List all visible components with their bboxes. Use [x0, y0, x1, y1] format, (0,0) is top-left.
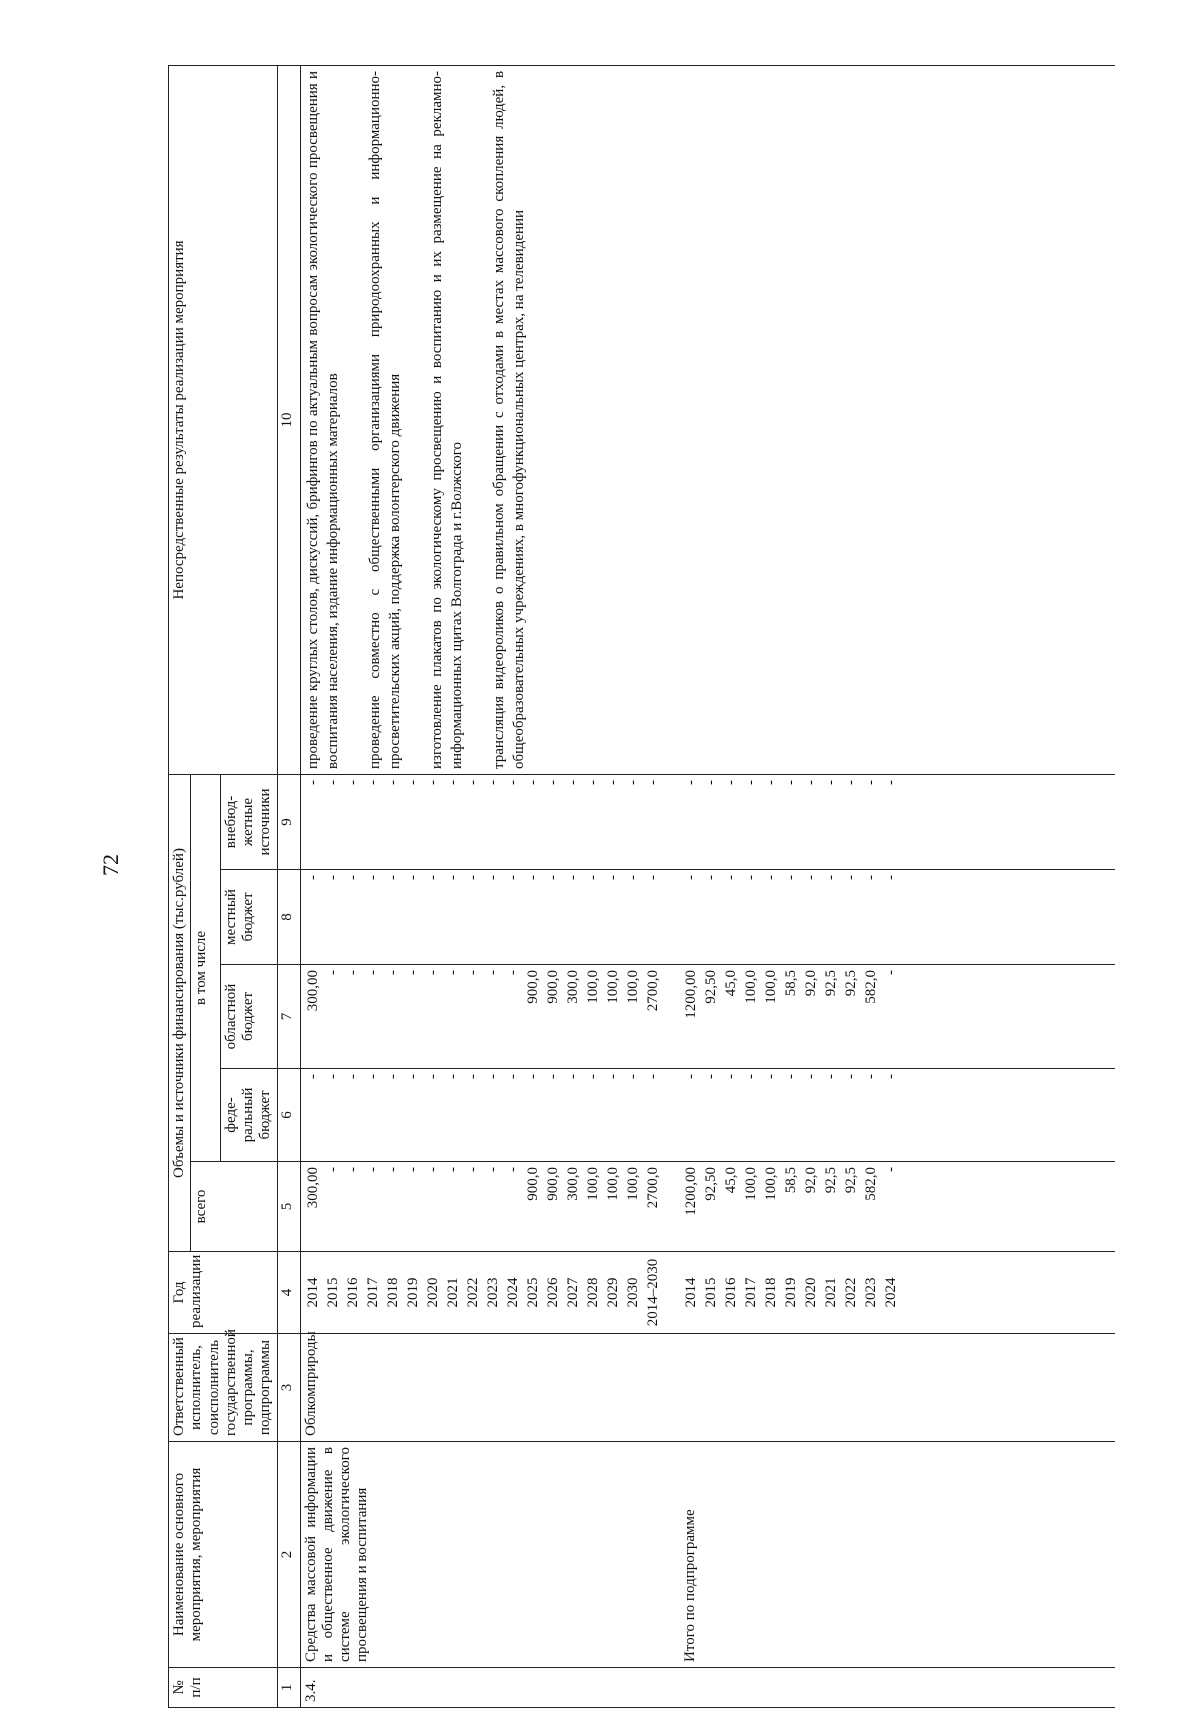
cell-value: - [802, 779, 819, 785]
result-item: проведение совместно с общественными организациями природоохранных и информационно-просветительских акций, поддержка волонтерского движения [366, 70, 403, 769]
cell-value: - [364, 1074, 381, 1079]
cell-value: 2020 [424, 1277, 441, 1308]
cell-value: - [544, 779, 561, 785]
cell-value: - [822, 779, 839, 785]
cell-value: 2026 [544, 1277, 561, 1308]
cell-value: 92,5 [842, 970, 859, 997]
cell-value: - [604, 875, 621, 880]
cell-value: - [644, 875, 661, 880]
header-col-total: всего [191, 1162, 277, 1252]
cell-value: 300,00 [304, 1167, 321, 1209]
cell-value: 900,0 [524, 1167, 541, 1201]
row-federal-cell [300, 1069, 1115, 1162]
cell-value: 2025 [524, 1277, 541, 1308]
column-number: 6 [277, 1069, 300, 1162]
cell-value: - [504, 1167, 521, 1172]
cell-value: 2015 [324, 1277, 341, 1308]
cell-value: - [524, 1074, 541, 1079]
header-funding-group: Объемы и источники финансирования (тыс.рублей) [169, 774, 191, 1251]
cell-value: - [404, 1074, 421, 1079]
cell-value: 2019 [404, 1277, 421, 1308]
total-federal-values [681, 1074, 901, 1156]
cell-value: - [384, 970, 401, 975]
executor-name: Облкомприроды [302, 1331, 319, 1436]
federal-values [303, 1074, 663, 1156]
cell-value: - [324, 1074, 341, 1079]
cell-value: - [504, 1074, 521, 1079]
cell-value: 2700,0 [644, 1167, 661, 1209]
cell-value: 582,0 [862, 970, 879, 1004]
cell-value: 2019 [782, 1277, 799, 1308]
row-regional-cell [300, 965, 1115, 1069]
cell-value: - [762, 1074, 779, 1079]
cell-value: 900,0 [524, 970, 541, 1004]
cell-value: 900,0 [544, 970, 561, 1004]
cell-value: 100,0 [604, 970, 621, 1004]
header-col-year: Год реализации [169, 1252, 278, 1334]
row-number-cell [300, 1668, 1115, 1708]
cell-value: - [444, 779, 461, 785]
cell-value: 2014 [682, 1277, 699, 1308]
cell-value: 2027 [564, 1277, 581, 1308]
result-item: трансляция видеороликов о правильном обращении с отходами в местах массового скопления людей, в общеобразовательных учреждениях, в многофункциональных центрах, на телевидении [490, 70, 527, 769]
cell-value: - [304, 875, 321, 880]
cell-value: 2024 [882, 1277, 899, 1308]
row-executor-cell [300, 1331, 1115, 1442]
cell-value: - [424, 875, 441, 880]
years-list [303, 1257, 663, 1328]
cell-value: - [822, 1074, 839, 1079]
cell-value: 2700,0 [644, 970, 661, 1012]
cell-value: - [384, 779, 401, 785]
row-total-cell [300, 1162, 1115, 1252]
cell-value: - [882, 779, 899, 785]
cell-value: 2014–2030 [644, 1258, 661, 1327]
cell-value: - [324, 970, 341, 975]
row-year-cell [300, 1252, 1115, 1334]
cell-value: - [444, 970, 461, 975]
cell-value: - [604, 1074, 621, 1079]
cell-value: - [762, 875, 779, 880]
cell-value: - [644, 1074, 661, 1079]
cell-value: - [842, 875, 859, 880]
cell-value: - [822, 875, 839, 880]
cell-value: - [862, 1074, 879, 1079]
header-col-local: местный бюджет [220, 870, 277, 965]
column-number: 1 [277, 1668, 300, 1708]
header-col-name: Наименование основного мероприятия, мероприятия [169, 1442, 278, 1668]
column-number: 10 [277, 65, 300, 774]
cell-value: 2018 [384, 1277, 401, 1308]
cell-value: 92,5 [842, 1167, 859, 1194]
cell-value: - [344, 779, 361, 785]
cell-value: 300,0 [564, 1167, 581, 1201]
cell-value: 2016 [344, 1277, 361, 1308]
cell-value: 582,0 [862, 1167, 879, 1201]
cell-value: - [564, 1074, 581, 1079]
cell-value: - [404, 875, 421, 880]
column-number: 2 [277, 1442, 300, 1668]
cell-value: - [364, 1167, 381, 1172]
cell-value: - [644, 779, 661, 785]
cell-value: - [484, 1167, 501, 1172]
cell-value: - [882, 1167, 899, 1172]
cell-value: - [324, 875, 341, 880]
header-col-federal: феде-ральный бюджет [220, 1069, 277, 1162]
cell-value: - [782, 1074, 799, 1079]
cell-value: - [564, 875, 581, 880]
column-number-row [277, 65, 300, 1707]
cell-value: - [484, 875, 501, 880]
result-item: изготовление плакатов по экологическому просвещению и воспитанию и их размещение на рекламно-информационных щитах Волгограда и г.Волжского [428, 70, 465, 769]
cell-value: 100,0 [584, 1167, 601, 1201]
cell-value: - [484, 779, 501, 785]
column-number: 9 [277, 774, 300, 869]
cell-value: - [882, 970, 899, 975]
cell-value: 2021 [822, 1277, 839, 1308]
cell-value: 2014 [304, 1277, 321, 1308]
cell-value: - [464, 1074, 481, 1079]
cell-value: - [564, 779, 581, 785]
row-extrabudget-cell [300, 774, 1115, 869]
cell-value: - [464, 1167, 481, 1172]
cell-value: - [702, 1074, 719, 1079]
column-number: 8 [277, 870, 300, 965]
row-name-cell [300, 1442, 1115, 1668]
cell-value: - [544, 875, 561, 880]
cell-value: - [504, 970, 521, 975]
header-col-number: № п/п [169, 1668, 278, 1708]
cell-value: - [484, 1074, 501, 1079]
cell-value: 45,0 [722, 1167, 739, 1194]
extrabudget-values [303, 780, 663, 864]
cell-value: - [424, 970, 441, 975]
cell-value: 2030 [624, 1277, 641, 1308]
cell-value: - [782, 779, 799, 785]
regional-values [303, 970, 663, 1063]
cell-value: - [444, 1167, 461, 1172]
cell-value: 100,0 [742, 970, 759, 1004]
cell-value: - [344, 875, 361, 880]
cell-value: 100,0 [624, 1167, 641, 1201]
cell-value: - [882, 1074, 899, 1079]
cell-value: - [624, 779, 641, 785]
cell-value: 2016 [722, 1277, 739, 1308]
cell-value: - [722, 1074, 739, 1079]
cell-value: 2023 [484, 1277, 501, 1308]
cell-value: 900,0 [544, 1167, 561, 1201]
cell-value: - [384, 875, 401, 880]
cell-value: 92,50 [702, 1167, 719, 1201]
cell-value: 100,0 [624, 970, 641, 1004]
cell-value: 2022 [464, 1277, 481, 1308]
cell-value: - [444, 1074, 461, 1079]
cell-value: - [504, 779, 521, 785]
column-number: 5 [277, 1162, 300, 1252]
cell-value: - [464, 970, 481, 975]
cell-value: - [464, 875, 481, 880]
cell-value: - [364, 875, 381, 880]
total-years-list [681, 1257, 901, 1328]
total-local-values [681, 875, 901, 959]
cell-value: 2018 [762, 1277, 779, 1308]
page-number: 72 [98, 854, 123, 876]
cell-value: 300,0 [564, 970, 581, 1004]
cell-value: 45,0 [722, 970, 739, 997]
cell-value: 2017 [364, 1277, 381, 1308]
cell-value: - [802, 1074, 819, 1079]
cell-value: - [544, 1074, 561, 1079]
cell-value: - [424, 1074, 441, 1079]
row-number: 3.4. [302, 1679, 319, 1702]
cell-value: - [324, 1167, 341, 1172]
cell-value: 2029 [604, 1277, 621, 1308]
cell-value: - [842, 779, 859, 785]
cell-value: - [882, 875, 899, 880]
total-extrabudget-values [681, 780, 901, 864]
cell-value: 100,0 [584, 970, 601, 1004]
header-col-executor: Ответственный исполнитель, соисполнитель государственной программы, подпрограммы [169, 1334, 278, 1442]
cell-value: 92,5 [822, 1167, 839, 1194]
cell-value: - [862, 875, 879, 880]
table-header [169, 65, 301, 1707]
cell-value: - [324, 779, 341, 785]
cell-value: - [484, 970, 501, 975]
cell-value: - [624, 1074, 641, 1079]
column-number: 3 [277, 1334, 300, 1442]
cell-value: 300,00 [304, 970, 321, 1012]
cell-value: - [702, 779, 719, 785]
cell-value: 2020 [802, 1277, 819, 1308]
cell-value: - [444, 875, 461, 880]
cell-value: - [842, 1074, 859, 1079]
cell-value: 2028 [584, 1277, 601, 1308]
cell-value: 92,0 [802, 970, 819, 997]
cell-value: - [404, 970, 421, 975]
activity-name: Средства массовой информации и общественное движение в системе экологического просвещения и воспитания [302, 1447, 371, 1662]
cell-value: - [682, 1074, 699, 1079]
column-number: 7 [277, 965, 300, 1069]
cell-value: - [504, 875, 521, 880]
cell-value: - [742, 1074, 759, 1079]
rotated-table-container [168, 66, 1108, 1708]
cell-value: - [404, 779, 421, 785]
total-regional-values [681, 970, 901, 1063]
cell-value: - [762, 779, 779, 785]
header-col-regional: областной бюджет [220, 965, 277, 1069]
cell-value: - [424, 779, 441, 785]
cell-value: 2021 [444, 1277, 461, 1308]
cell-value: - [584, 1074, 601, 1079]
cell-value: - [682, 875, 699, 880]
cell-value: - [364, 779, 381, 785]
cell-value: - [604, 779, 621, 785]
cell-value: - [384, 1167, 401, 1172]
cell-value: 100,0 [762, 970, 779, 1004]
cell-value: - [742, 875, 759, 880]
cell-value: - [722, 875, 739, 880]
cell-value: - [524, 875, 541, 880]
local-values [303, 875, 663, 959]
header-including: в том числе [191, 774, 221, 1161]
cell-value: - [742, 779, 759, 785]
cell-value: 92,5 [822, 970, 839, 997]
header-col-results: Непосредственные результаты реализации мероприятия [169, 65, 278, 774]
cell-value: 2023 [862, 1277, 879, 1308]
cell-value: - [624, 875, 641, 880]
cell-value: 2022 [842, 1277, 859, 1308]
cell-value: 1200,00 [682, 1167, 699, 1216]
cell-value: 2024 [504, 1277, 521, 1308]
cell-value: - [424, 1167, 441, 1172]
cell-value: 2015 [702, 1277, 719, 1308]
financing-table [168, 65, 1115, 1708]
cell-value: 92,0 [802, 1167, 819, 1194]
cell-value: 100,0 [742, 1167, 759, 1201]
table-row [300, 65, 1115, 1707]
cell-value: - [304, 779, 321, 785]
cell-value: - [722, 779, 739, 785]
cell-value: - [344, 970, 361, 975]
cell-value: - [584, 779, 601, 785]
column-number: 4 [277, 1252, 300, 1334]
cell-value: - [404, 1167, 421, 1172]
row-results-cell [300, 65, 1115, 774]
cell-value: - [524, 779, 541, 785]
total-label: Итого по подпрограмме [681, 1509, 698, 1662]
cell-value: - [782, 875, 799, 880]
cell-value: 58,5 [782, 970, 799, 997]
cell-value: - [682, 779, 699, 785]
cell-value: - [344, 1074, 361, 1079]
cell-value: - [464, 779, 481, 785]
cell-value: 92,50 [702, 970, 719, 1004]
cell-value: - [364, 970, 381, 975]
cell-value: 58,5 [782, 1167, 799, 1194]
cell-value: 100,0 [604, 1167, 621, 1201]
table-body [300, 65, 1115, 1707]
cell-value: - [584, 875, 601, 880]
total-row-values [681, 1167, 901, 1246]
row-local-cell [300, 870, 1115, 965]
cell-value: 1200,00 [682, 970, 699, 1019]
cell-value: - [702, 875, 719, 880]
cell-value: - [862, 779, 879, 785]
result-item: проведение круглых столов, дискуссий, брифингов по актуальным вопросам экологического просвещения и воспитания населения, издание информационных материалов [304, 70, 341, 769]
cell-value: 100,0 [762, 1167, 779, 1201]
cell-value: 2017 [742, 1277, 759, 1308]
total-values [303, 1167, 663, 1246]
header-col-extrabudget: внебюд-жетные источники [220, 774, 277, 869]
cell-value: - [344, 1167, 361, 1172]
cell-value: - [384, 1074, 401, 1079]
cell-value: - [304, 1074, 321, 1079]
cell-value: - [802, 875, 819, 880]
